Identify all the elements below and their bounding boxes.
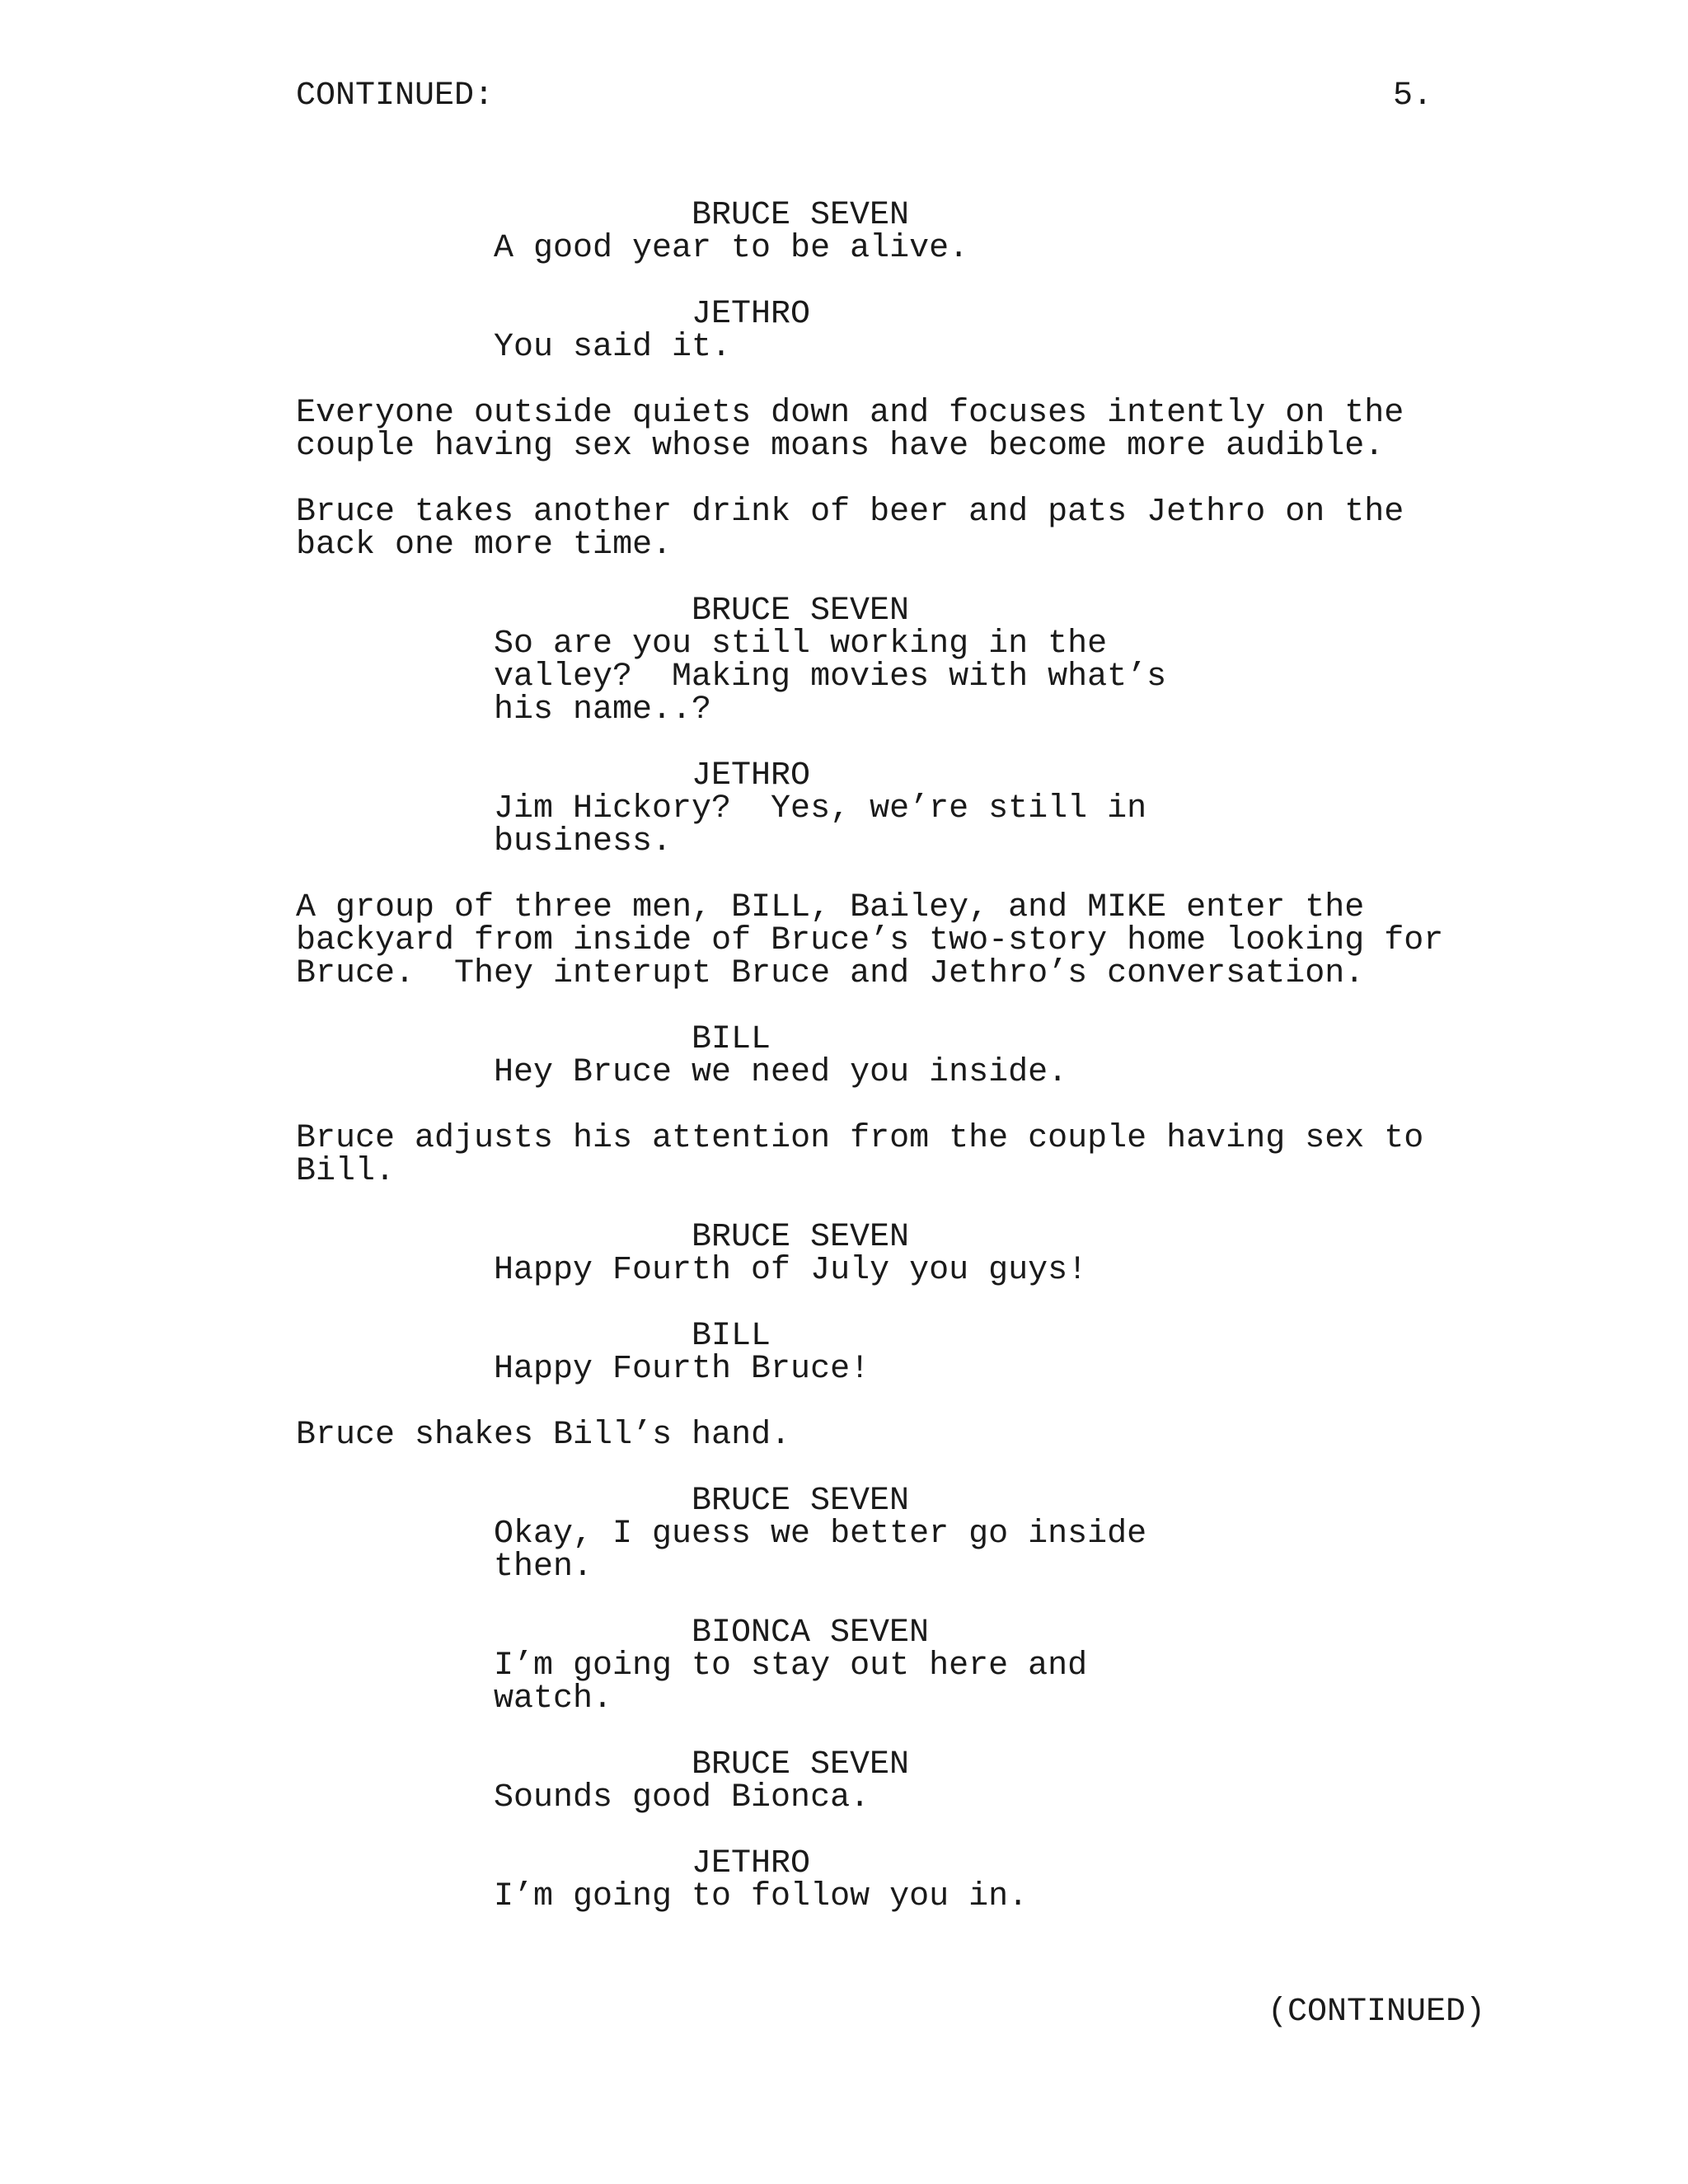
dialogue-block (296, 1485, 1450, 1584)
action-paragraph (296, 1122, 1450, 1188)
block-spacer (296, 1090, 1450, 1122)
action-line: backyard from inside of Bruce’s two-story home looking for (296, 922, 1444, 959)
action-line: Bruce. They interupt Bruce and Jethro’s conversation. (296, 955, 1365, 992)
block-spacer (296, 463, 1450, 496)
dialogue-block (296, 298, 1450, 364)
dialogue-line: valley? Making movies with what’s (494, 658, 1167, 696)
dialogue-block (296, 1021, 1450, 1091)
dialogue-line: A good year to be alive. (494, 230, 969, 267)
continued-footer: (CONTINUED) (1268, 1994, 1486, 2031)
block-spacer (296, 859, 1450, 892)
block-spacer (296, 1815, 1450, 1848)
block-spacer (296, 265, 1450, 298)
character-name: JETHRO (692, 296, 811, 333)
action-paragraph (296, 397, 1450, 463)
block-spacer (296, 1716, 1450, 1749)
page-number: 5. (1393, 77, 1433, 115)
dialogue-block (296, 1845, 1450, 1915)
dialogue-line: I’m going to follow you in. (494, 1878, 1029, 1915)
character-name: BRUCE SEVEN (692, 197, 910, 234)
script-body (296, 199, 1450, 1914)
dialogue-line: Sounds good Bionca. (494, 1779, 870, 1816)
dialogue-block (296, 1617, 1450, 1716)
dialogue-line: then. (494, 1549, 593, 1586)
character-name: JETHRO (692, 1845, 811, 1882)
dialogue-line: business. (494, 823, 673, 860)
block-spacer (296, 1452, 1450, 1485)
dialogue-line: Happy Fourth of July you guys! (494, 1252, 1088, 1289)
action-line: Bruce shakes Bill’s hand. (296, 1417, 791, 1454)
dialogue-block (296, 595, 1450, 727)
action-line: Bruce takes another drink of beer and pats Jethro on the (296, 494, 1404, 531)
block-spacer (296, 727, 1450, 760)
dialogue-block (296, 1320, 1450, 1386)
character-name: BRUCE SEVEN (692, 593, 910, 630)
dialogue-line: Happy Fourth Bruce! (494, 1351, 870, 1388)
block-spacer (296, 1386, 1450, 1419)
character-name: BIONCA SEVEN (692, 1615, 930, 1652)
character-name: BRUCE SEVEN (692, 1483, 910, 1520)
dialogue-block (296, 199, 1450, 265)
dialogue-line: Okay, I guess we better go inside (494, 1516, 1147, 1553)
character-name: BILL (692, 1318, 771, 1355)
dialogue-block (296, 757, 1450, 860)
dialogue-line: his name..? (494, 691, 712, 729)
action-paragraph (296, 889, 1450, 992)
character-name: JETHRO (692, 757, 811, 794)
character-name: BILL (692, 1021, 771, 1058)
block-spacer (296, 562, 1450, 595)
action-paragraph (296, 496, 1450, 562)
block-spacer (296, 1287, 1450, 1320)
dialogue-block (296, 1221, 1450, 1287)
character-name: BRUCE SEVEN (692, 1219, 910, 1256)
dialogue-line: You said it. (494, 329, 732, 366)
action-line: Everyone outside quiets down and focuses intently on the (296, 395, 1404, 432)
dialogue-line: Hey Bruce we need you inside. (494, 1054, 1068, 1091)
continued-header: CONTINUED: (296, 77, 495, 115)
action-line: Bill. (296, 1153, 396, 1190)
dialogue-line: Jim Hickory? Yes, we’re still in (494, 790, 1147, 827)
action-line: back one more time. (296, 527, 673, 564)
character-name: BRUCE SEVEN (692, 1746, 910, 1783)
dialogue-line: I’m going to stay out here and (494, 1647, 1088, 1685)
block-spacer (296, 1584, 1450, 1617)
action-paragraph (296, 1419, 1450, 1452)
dialogue-line: So are you still working in the (494, 626, 1108, 663)
action-line: A group of three men, BILL, Bailey, and MIKE enter the (296, 889, 1365, 926)
dialogue-line: watch. (494, 1680, 613, 1718)
block-spacer (296, 364, 1450, 397)
block-spacer (296, 991, 1450, 1024)
block-spacer (296, 1188, 1450, 1221)
action-line: Bruce adjusts his attention from the couple having sex to (296, 1120, 1424, 1157)
dialogue-block (296, 1746, 1450, 1816)
action-line: couple having sex whose moans have become more audible. (296, 428, 1385, 465)
